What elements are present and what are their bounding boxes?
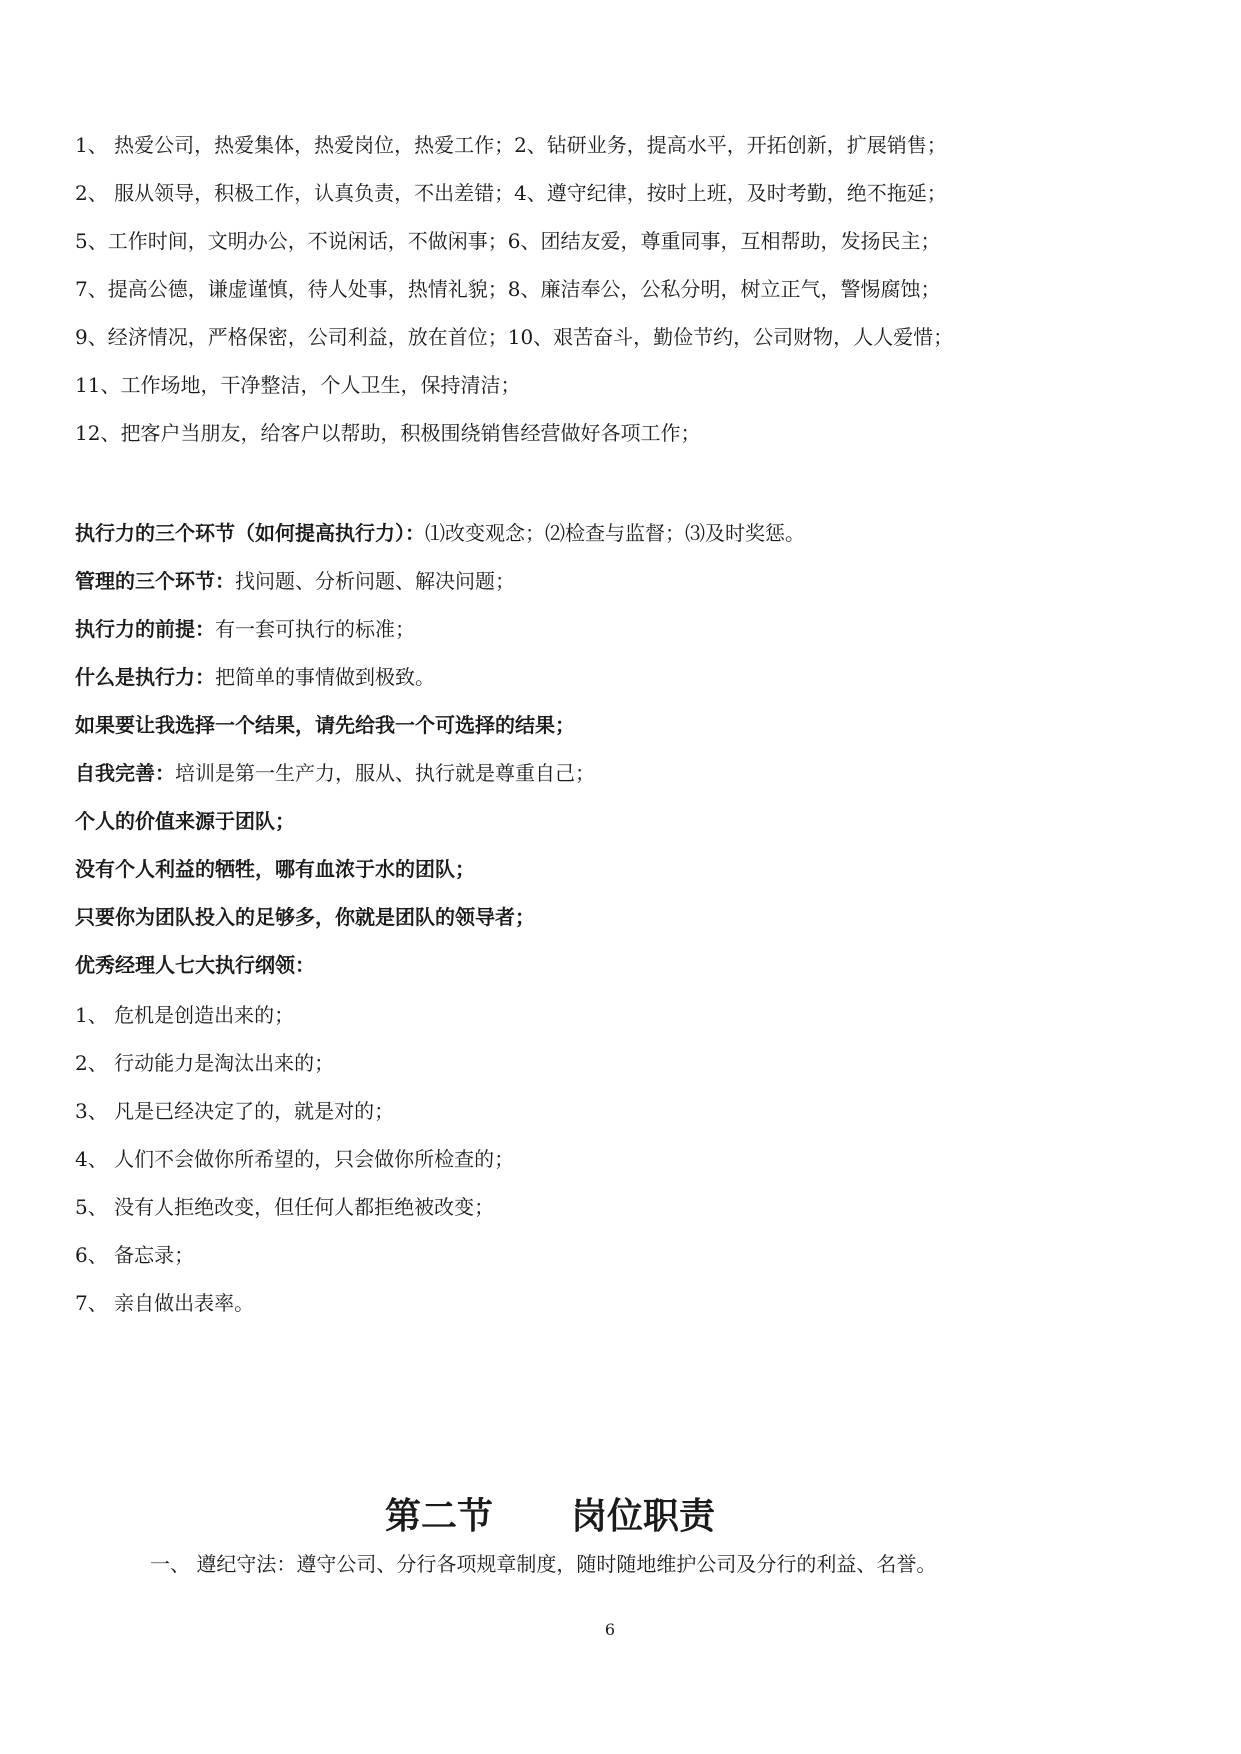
rule-line: 9、经济情况，严格保密，公司利益，放在首位；10、艰苦奋斗，勤俭节约，公司财物，人人爱惜；: [75, 325, 954, 349]
rule-line: 5、工作时间，文明办公，不说闲话，不做闲事；6、团结友爱，尊重同事，互相帮助，发扬民主；: [75, 229, 941, 253]
statement-bold: 没有个人利益的牺牲，哪有血浓于水的团队；: [75, 857, 475, 881]
principle-line: 4、 人们不会做你所希望的，只会做你所检查的；: [75, 1147, 515, 1171]
statement-line: [75, 616, 415, 642]
principle-line: 6、 备忘录；: [75, 1243, 195, 1267]
statement-text: 有一套可执行的标准；: [215, 617, 415, 641]
section-item: 一、 遵纪守法：遵守公司、分行各项规章制度，随时随地维护公司及分行的利益、名誉。: [150, 1552, 937, 1576]
page-number: 6: [604, 1620, 616, 1639]
statement-line: [75, 664, 435, 690]
statement-line: [75, 760, 595, 786]
statement-text: 把简单的事情做到极致。: [215, 665, 435, 689]
statement-text: 找问题、分析问题、解决问题；: [235, 569, 515, 593]
statement-text: 培训是第一生产力，服从、执行就是尊重自己；: [175, 761, 595, 785]
principle-line: 1、 危机是创造出来的；: [75, 1003, 295, 1027]
section-title: 岗位职责: [571, 1496, 716, 1537]
section-number: 第二节: [384, 1496, 493, 1537]
statement-bold: 优秀经理人七大执行纲领：: [75, 953, 315, 977]
principle-line: 3、 凡是已经决定了的，就是对的；: [75, 1099, 395, 1123]
rule-line: 11、工作场地，干净整洁，个人卫生，保持清洁；: [75, 373, 521, 397]
statement-line: [75, 568, 515, 594]
statement-line: [75, 952, 315, 978]
statement-bold: 什么是执行力：: [75, 665, 215, 689]
rule-line: 1、 热爱公司，热爱集体，热爱岗位，热爱工作；2、钻研业务，提高水平，开拓创新，扩展销售；: [75, 133, 947, 157]
statement-line: [75, 808, 295, 834]
statement-bold: 自我完善：: [75, 761, 175, 785]
statement-line: [75, 904, 535, 930]
statement-text: ⑴改变观念；⑵检查与监督；⑶及时奖惩。: [425, 521, 805, 545]
rule-line: 12、把客户当朋友，给客户以帮助，积极围绕销售经营做好各项工作；: [75, 421, 701, 445]
section-heading: [0, 1495, 1100, 1539]
principle-line: 2、 行动能力是淘汰出来的；: [75, 1051, 335, 1075]
statement-bold: 只要你为团队投入的足够多，你就是团队的领导者；: [75, 905, 535, 929]
statement-bold: 管理的三个环节：: [75, 569, 235, 593]
principle-line: 5、 没有人拒绝改变，但任何人都拒绝被改变；: [75, 1195, 495, 1219]
statement-bold: 个人的价值来源于团队；: [75, 809, 295, 833]
statement-line: [75, 520, 805, 546]
statement-bold: 如果要让我选择一个结果，请先给我一个可选择的结果；: [75, 713, 575, 737]
statement-bold: 执行力的前提：: [75, 617, 215, 641]
statement-line: [75, 712, 575, 738]
rule-line: 7、提高公德，谦虚谨慎，待人处事，热情礼貌；8、廉洁奉公，公私分明，树立正气，警惕腐蚀；: [75, 277, 941, 301]
statement-line: [75, 856, 475, 882]
statement-bold: 执行力的三个环节（如何提高执行力）：: [75, 521, 425, 545]
principle-line: 7、 亲自做出表率。: [75, 1291, 255, 1315]
rule-line: 2、 服从领导，积极工作，认真负责，不出差错；4、遵守纪律，按时上班，及时考勤，绝不拖延；: [75, 181, 947, 205]
